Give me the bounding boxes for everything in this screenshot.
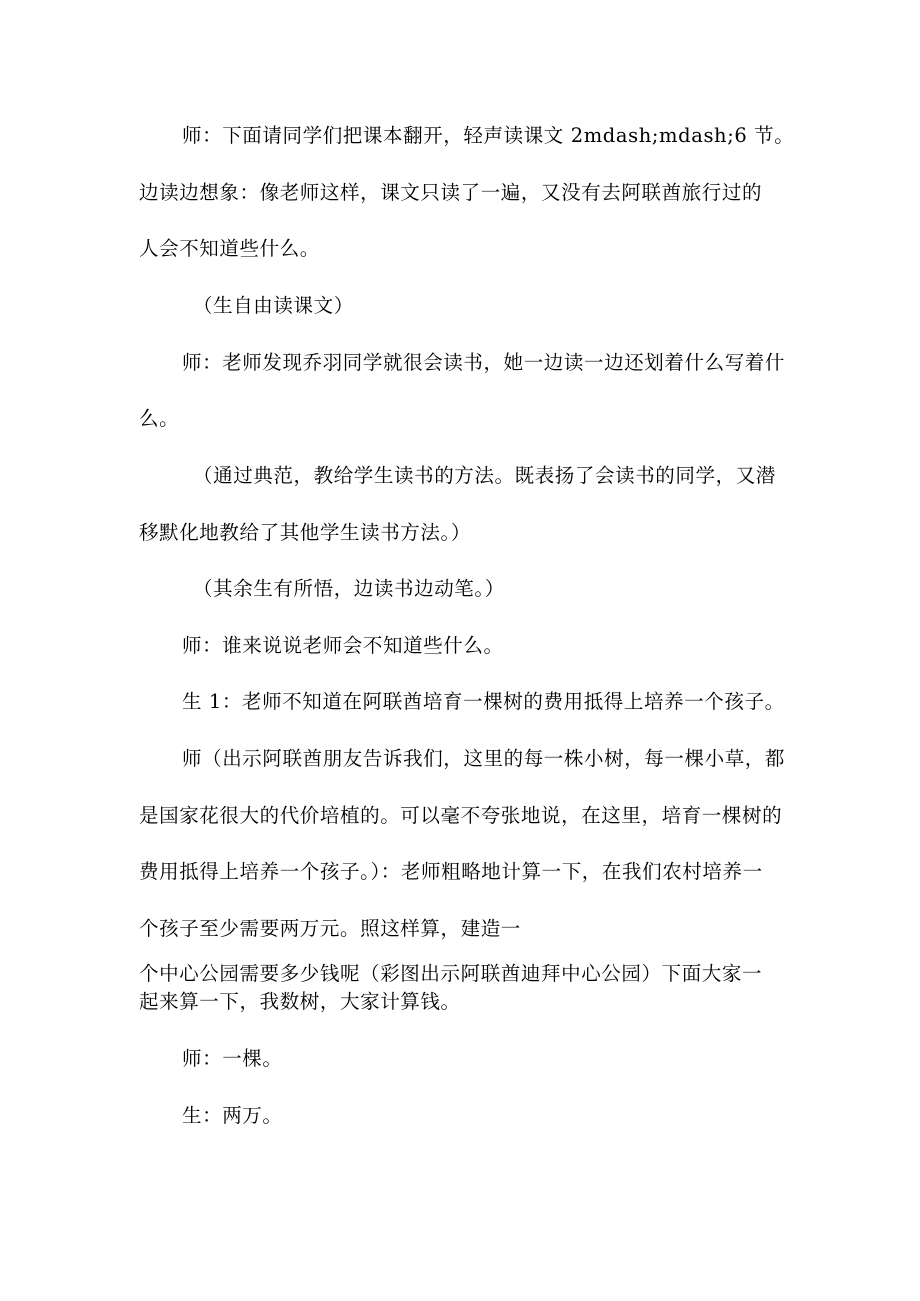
text-line: 生 1：老师不知道在阿联酋培育一棵树的费用抵得上培养一个孩子。 xyxy=(182,690,785,713)
text-line: 是国家花很大的代价培植的。可以毫不夸张地说，在这里，培育一棵树的 xyxy=(139,804,783,827)
text-line: 费用抵得上培养一个孩子。）：老师粗略地计算一下，在我们农村培养一 xyxy=(139,860,763,883)
text-line: 师：下面请同学们把课本翻开，轻声读课文 2mdash;mdash;6 节。 xyxy=(182,124,795,147)
text-line: 么。 xyxy=(139,407,180,430)
text-line: 个中心公园需要多少钱呢（彩图出示阿联酋迪拜中心公园）下面大家一 xyxy=(139,962,763,985)
text-line: 移默化地教给了其他学生读书方法。） xyxy=(139,521,471,544)
text-line: （生自由读课文） xyxy=(193,294,354,317)
text-line: （通过典范，教给学生读书的方法。既表扬了会读书的同学，又潜 xyxy=(193,464,776,487)
text-line: 师：老师发现乔羽同学就很会读书，她一边读一边还划着什么写着什 xyxy=(182,351,786,374)
text-line: 边读边想象：像老师这样，课文只读了一遍，又没有去阿联酋旅行过的 xyxy=(139,181,763,204)
text-line: 人会不知道些什么。 xyxy=(139,237,320,260)
text-line: 生：两万。 xyxy=(182,1104,283,1127)
text-line: 师：一棵。 xyxy=(182,1047,283,1070)
text-line: 个孩子至少需要两万元。照这样算，建造一 xyxy=(139,917,521,940)
text-line: （其余生有所悟，边读书边动笔。） xyxy=(193,577,505,600)
text-line: 师（出示阿联酋朋友告诉我们，这里的每一株小树，每一棵小草，都 xyxy=(182,747,786,770)
text-line: 师：谁来说说老师会不知道些什么。 xyxy=(182,634,504,657)
text-line: 起来算一下，我数树，大家计算钱。 xyxy=(139,990,461,1013)
